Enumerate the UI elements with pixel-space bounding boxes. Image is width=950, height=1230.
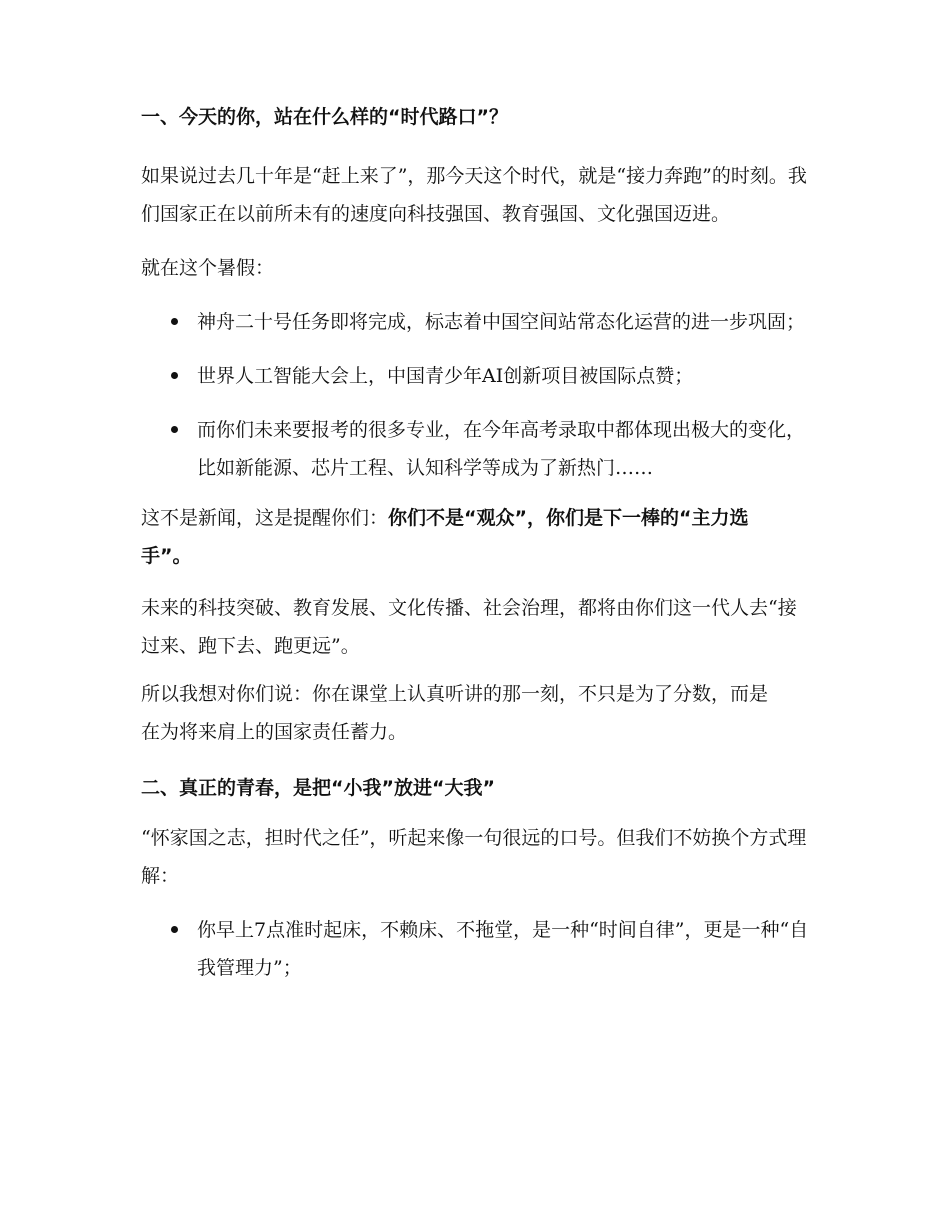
bullet-dot-icon — [171, 372, 178, 379]
bullet-dot-icon — [171, 318, 178, 325]
bullet-dot-icon — [171, 426, 178, 433]
section-2-bullet-list — [141, 911, 811, 987]
section-1-paragraph-3 — [141, 499, 761, 575]
document-body — [141, 104, 811, 987]
section-1-paragraph-4: 未来的科技突破、教育发展、文化传播、社会治理，都将由你们这一代人去“接过来、跑下去、跑更远”。 — [141, 597, 797, 657]
section-1-paragraph-1: 如果说过去几十年是“赶上来了”，那今天这个时代，就是“接力奔跑”的时刻。我们国家正在以前所未有的速度向科技强国、教育强国、文化强国迈进。 — [141, 165, 807, 225]
section-1-paragraph-2: 就在这个暑假： — [141, 257, 275, 279]
list-item — [141, 357, 811, 395]
section-2-paragraph-1: “怀家国之志，担时代之任”，听起来像一句很远的口号。但我们不妨换个方式理解： — [141, 827, 807, 887]
list-item — [141, 303, 811, 341]
list-item-text: 神舟二十号任务即将完成，标志着中国空间站常态化运营的进一步巩固； — [197, 311, 806, 333]
list-item — [141, 911, 811, 987]
list-item — [141, 411, 811, 487]
bullet-dot-icon — [171, 926, 178, 933]
list-item-text: 而你们未来要报考的很多专业，在今年高考录取中都体现出极大的变化，比如新能源、芯片工程、认知科学等成为了新热门…… — [197, 419, 806, 479]
section-1-paragraph-5: 所以我想对你们说：你在课堂上认真听讲的那一刻，不只是为了分数，而是在为将来肩上的国家责任蓄力。 — [141, 683, 769, 743]
list-item-text: 你早上7点准时起床，不赖床、不拖堂，是一种“时间自律”，更是一种“自我管理力”； — [197, 919, 809, 979]
paragraph-3-emphasis-text: 你们不是“观众”，你们是下一棒的“主力选手”。 — [141, 507, 749, 567]
section-2-heading: 二、真正的青春，是把“小我”放进“大我” — [141, 777, 495, 799]
list-item-text: 世界人工智能大会上，中国青少年AI创新项目被国际点赞； — [197, 365, 694, 387]
paragraph-3-plain-text: 这不是新闻，这是提醒你们： — [141, 507, 389, 529]
section-1-heading: 一、今天的你，站在什么样的“时代路口”？ — [141, 106, 508, 128]
section-1-bullet-list — [141, 303, 811, 487]
